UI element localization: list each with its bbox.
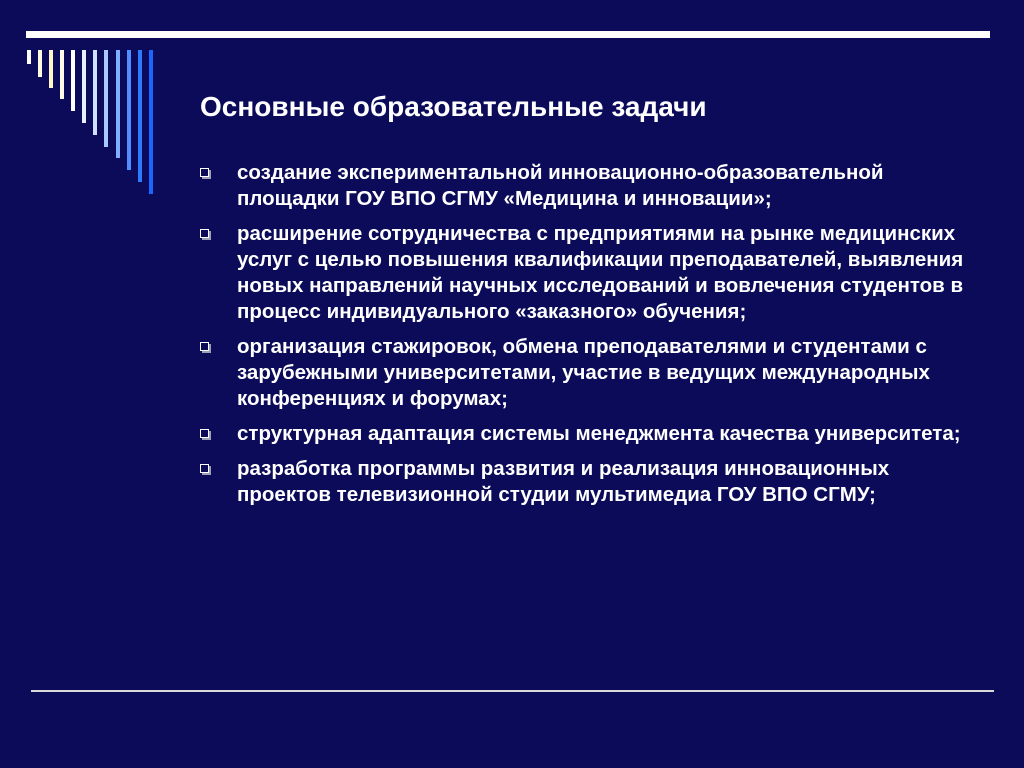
decorative-bar [127,50,131,170]
bullet-text: разработка программы развития и реализация инновационных проектов телевизионной студии мультимедиа ГОУ ВПО СГМУ; [237,457,890,506]
list-item [200,456,970,508]
checkbox-bullet-icon [200,464,209,473]
decorative-bar [49,50,53,88]
checkbox-bullet-icon [200,429,209,438]
bullet-text: расширение сотрудничества с предприятиями на рынке медицинских услуг с целью повышения квалификации преподавателей, выявления новых направлений научных исследований и вовлечения студентов в процесс индивидуального «заказного» обучения; [237,222,964,323]
decorative-bar [27,50,31,64]
decorative-bar [82,50,86,123]
list-item [200,221,970,325]
list-item [200,421,970,447]
list-item [200,160,970,212]
list-item [200,334,970,412]
checkbox-bullet-icon [200,229,209,238]
decorative-bars [0,0,180,210]
decorative-bar [71,50,75,111]
bottom-decorative-rule [31,690,994,692]
decorative-bar [38,50,42,77]
decorative-bar [104,50,108,147]
bullet-text: структурная адаптация системы менеджмента качества университета; [237,422,961,445]
decorative-bar [138,50,142,182]
bullet-text: организация стажировок, обмена преподавателями и студентами с зарубежными университетами, участие в ведущих международных конференциях и форумах; [237,335,930,410]
bullet-text: создание экспериментальной инновационно-образовательной площадки ГОУ ВПО СГМУ «Медицина и инновации»; [237,161,884,210]
slide-title: Основные образовательные задачи [200,91,707,122]
checkbox-bullet-icon [200,168,209,177]
decorative-bar [116,50,120,158]
checkbox-bullet-icon [200,342,209,351]
decorative-bar [60,50,64,99]
decorative-bar [149,50,153,194]
decorative-bar [93,50,97,135]
bullet-list [200,160,970,517]
